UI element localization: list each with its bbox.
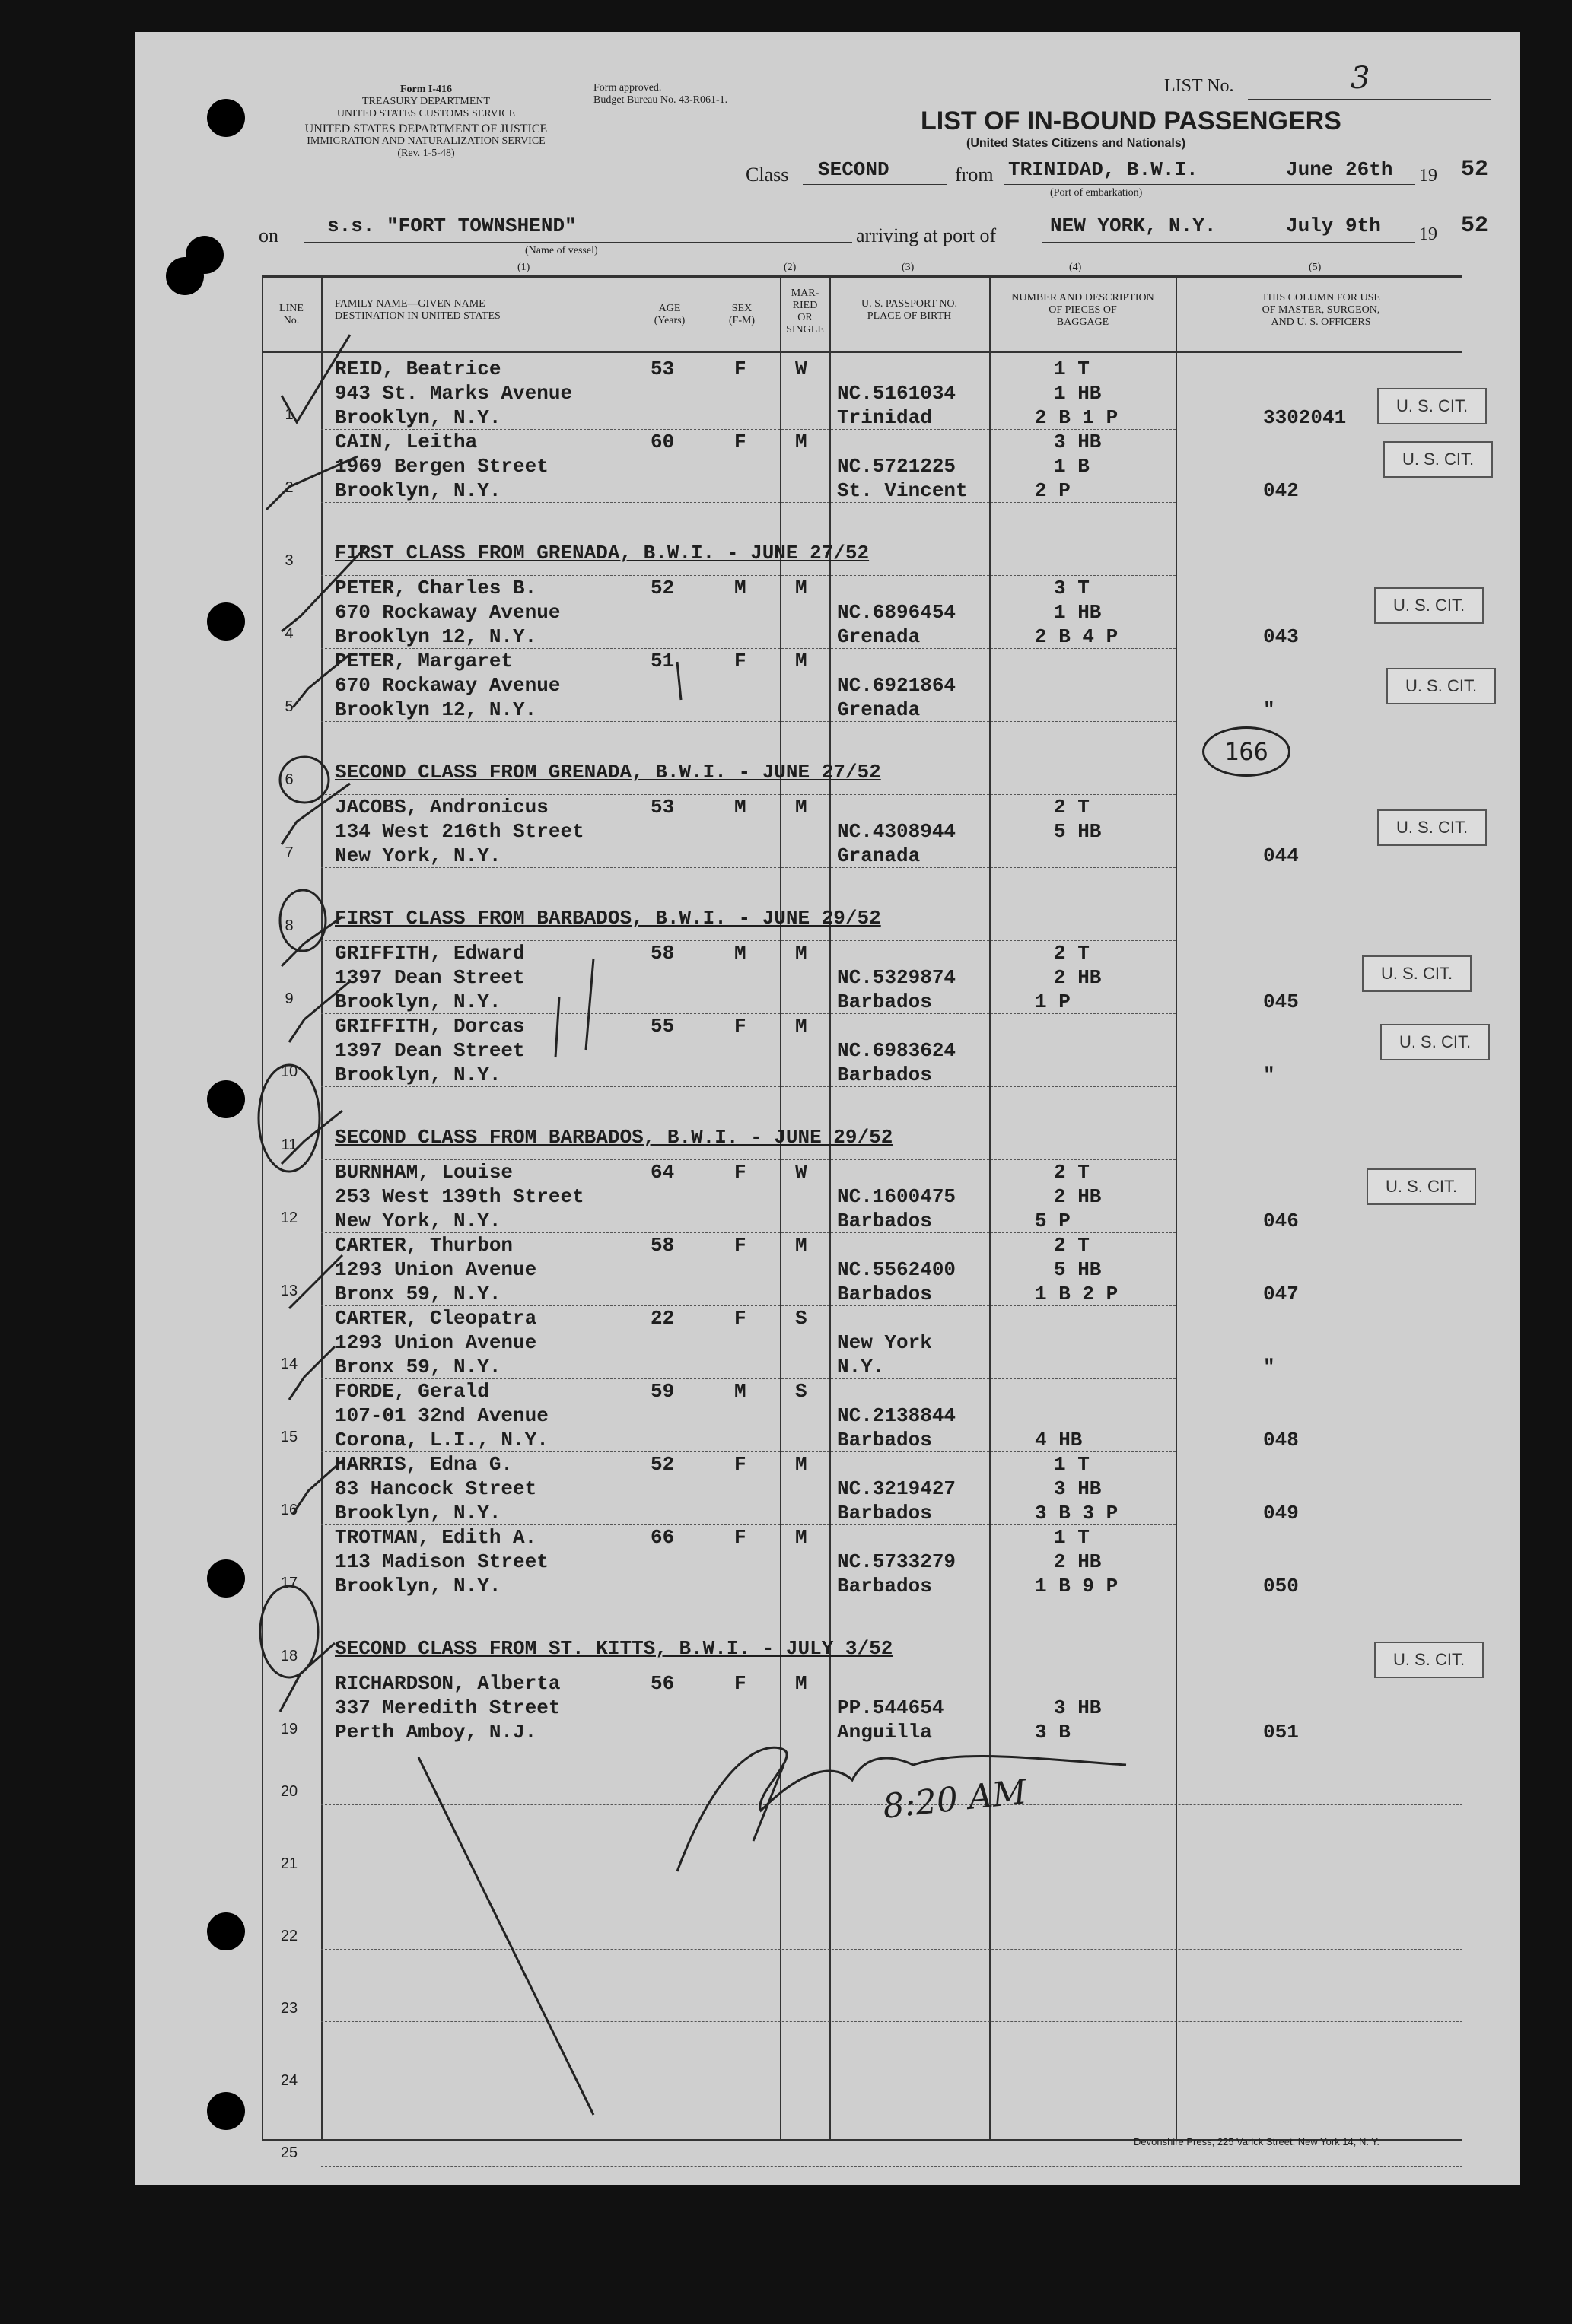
- line-number: 24: [280, 2072, 298, 2089]
- line-number: 3: [285, 552, 294, 569]
- baggage-line-1: 1 T: [1054, 1453, 1090, 1476]
- baggage-line-1: 3 HB: [1054, 431, 1102, 453]
- punch-hole: [207, 99, 245, 137]
- marital-status: M: [795, 1672, 807, 1695]
- address-city: Brooklyn, N.Y.: [335, 479, 501, 502]
- port-embarkation-caption: (Port of embarkation): [1050, 187, 1143, 199]
- baggage-line-2: 2 HB: [1054, 966, 1102, 989]
- header-line-no: LINE No.: [279, 303, 304, 326]
- dept-justice: UNITED STATES DEPARTMENT OF JUSTICE: [304, 122, 548, 135]
- baggage-line-2: 1 HB: [1054, 601, 1102, 624]
- passenger-sex: M: [734, 577, 746, 599]
- class-underline: [803, 184, 947, 185]
- officer-number: 046: [1263, 1210, 1299, 1232]
- line-number: 16: [280, 1502, 298, 1518]
- baggage-line-3: 3 B: [1035, 1721, 1071, 1744]
- passport-number: NC.5161034: [837, 382, 956, 405]
- baggage-line-1: 1 T: [1054, 1526, 1090, 1549]
- class-section-header: SECOND CLASS FROM BARBADOS, B.W.I. - JUNE 29/52: [335, 1126, 893, 1149]
- address-street: 1397 Dean Street: [335, 1039, 525, 1062]
- table-left-border: [262, 275, 263, 2139]
- punch-hole: [207, 1912, 245, 1950]
- address-street: 1293 Union Avenue: [335, 1331, 537, 1354]
- baggage-line-3: 1 B 2 P: [1035, 1283, 1119, 1305]
- us-citizen-stamp: U. S. CIT.: [1377, 388, 1487, 424]
- baggage-line-1: 1 T: [1054, 358, 1090, 380]
- year-2: 52: [1461, 213, 1489, 239]
- circled-number: [1202, 726, 1290, 777]
- passenger-sex: F: [734, 1672, 746, 1695]
- port-embarkation-value: TRINIDAD, B.W.I.: [1008, 158, 1198, 181]
- us-citizen-stamp: U. S. CIT.: [1374, 587, 1484, 624]
- officer-number: ": [1263, 698, 1275, 721]
- baggage-line-2: 3 HB: [1054, 1696, 1102, 1719]
- officer-number: 049: [1263, 1502, 1299, 1524]
- row-separator: [321, 648, 1176, 649]
- header-name-destination: FAMILY NAME—GIVEN NAME DESTINATION IN UNITED STATES: [335, 298, 501, 322]
- circled-number-text: 166: [1224, 737, 1268, 766]
- passenger-age: 52: [651, 577, 675, 599]
- baggage-line-1: 2 T: [1054, 1234, 1090, 1257]
- passport-number: NC.1600475: [837, 1185, 956, 1208]
- row-separator: [321, 1378, 1176, 1379]
- marital-status: M: [795, 942, 807, 965]
- line-number: 15: [280, 1429, 298, 1445]
- line-number: 14: [280, 1356, 298, 1372]
- passport-number: NC.6921864: [837, 674, 956, 697]
- passenger-name: TROTMAN, Edith A.: [335, 1526, 537, 1549]
- year-1: 52: [1461, 157, 1489, 183]
- us-citizen-stamp: U. S. CIT.: [1380, 1024, 1490, 1060]
- passenger-age: 22: [651, 1307, 675, 1330]
- marital-status: S: [795, 1380, 807, 1403]
- baggage-line-2: 5 HB: [1054, 820, 1102, 843]
- dept-customs: UNITED STATES CUSTOMS SERVICE: [336, 108, 516, 119]
- passenger-age: 53: [651, 358, 675, 380]
- address-city: Brooklyn 12, N.Y.: [335, 625, 537, 648]
- class-section-header: SECOND CLASS FROM ST. KITTS, B.W.I. - JULY 3/52: [335, 1637, 893, 1660]
- passport-number: NC.4308944: [837, 820, 956, 843]
- punch-hole: [207, 1080, 245, 1118]
- place-of-birth: Barbados: [837, 1283, 932, 1305]
- place-of-birth: Grenada: [837, 625, 921, 648]
- marital-status: W: [795, 1161, 807, 1184]
- line-number: 25: [280, 2144, 298, 2161]
- row-separator: [321, 502, 1176, 503]
- line-number: 4: [285, 625, 294, 642]
- passenger-sex: F: [734, 431, 746, 453]
- address-city: Bronx 59, N.Y.: [335, 1283, 501, 1305]
- marital-status: M: [795, 1015, 807, 1038]
- passenger-sex: M: [734, 796, 746, 819]
- passenger-name: CARTER, Cleopatra: [335, 1307, 537, 1330]
- line-number: 18: [280, 1648, 298, 1664]
- line-number: 21: [280, 1855, 298, 1872]
- dept-immigration: IMMIGRATION AND NATURALIZATION SERVICE: [307, 135, 546, 147]
- address-city: Bronx 59, N.Y.: [335, 1356, 501, 1378]
- page-title: LIST OF IN-BOUND PASSENGERS: [921, 107, 1341, 135]
- passenger-name: JACOBS, Andronicus: [335, 796, 549, 819]
- line-number: 2: [285, 479, 294, 496]
- form-header-left: [251, 84, 601, 160]
- class-value: SECOND: [818, 158, 889, 181]
- marital-status: W: [795, 358, 807, 380]
- passenger-name: GRIFFITH, Dorcas: [335, 1015, 525, 1038]
- address-city: Brooklyn, N.Y.: [335, 1063, 501, 1086]
- line-number: 5: [285, 698, 294, 715]
- arrival-date: July 9th: [1286, 215, 1381, 237]
- on-label: on: [259, 224, 278, 246]
- baggage-line-2: 2 HB: [1054, 1185, 1102, 1208]
- punch-hole: [186, 236, 224, 274]
- address-city: Brooklyn, N.Y.: [335, 1502, 501, 1524]
- header-passport: U. S. PASSPORT NO. PLACE OF BIRTH: [861, 298, 957, 322]
- address-street: 1397 Dean Street: [335, 966, 525, 989]
- place-of-birth: Barbados: [837, 990, 932, 1013]
- baggage-line-3: 3 B 3 P: [1035, 1502, 1119, 1524]
- passenger-name: REID, Beatrice: [335, 358, 501, 380]
- passport-number: NC.6983624: [837, 1039, 956, 1062]
- address-city: Brooklyn, N.Y.: [335, 990, 501, 1013]
- address-street: 337 Meredith Street: [335, 1696, 561, 1719]
- line-number: 12: [280, 1210, 298, 1226]
- row-separator: [321, 1949, 1462, 1950]
- row-separator: [321, 1232, 1176, 1233]
- line-number: 13: [280, 1283, 298, 1299]
- officer-number: 044: [1263, 844, 1299, 867]
- us-citizen-stamp: U. S. CIT.: [1362, 955, 1472, 992]
- passenger-age: 53: [651, 796, 675, 819]
- baggage-line-3: 1 B 9 P: [1035, 1575, 1119, 1598]
- baggage-line-2: 1 HB: [1054, 382, 1102, 405]
- passenger-sex: F: [734, 1234, 746, 1257]
- class-label: Class: [746, 164, 789, 186]
- baggage-line-3: 1 P: [1035, 990, 1071, 1013]
- passenger-name: BURNHAM, Louise: [335, 1161, 514, 1184]
- baggage-line-3: 2 P: [1035, 479, 1071, 502]
- vessel-underline: [304, 242, 852, 243]
- header-officers: THIS COLUMN FOR USE OF MASTER, SURGEON, AND U. S. OFFICERS: [1262, 292, 1380, 328]
- baggage-line-1: 2 T: [1054, 796, 1090, 819]
- officer-number: ": [1263, 1063, 1275, 1086]
- marital-status: M: [795, 431, 807, 453]
- officer-number: 042: [1263, 479, 1299, 502]
- passenger-age: 58: [651, 1234, 675, 1257]
- passenger-name: RICHARDSON, Alberta: [335, 1672, 561, 1695]
- line-number: 23: [280, 2000, 298, 2017]
- passenger-name: FORDE, Gerald: [335, 1380, 489, 1403]
- baggage-line-2: 2 HB: [1054, 1550, 1102, 1573]
- address-city: New York, N.Y.: [335, 1210, 501, 1232]
- from-underline: [1004, 184, 1415, 185]
- row-separator: [321, 794, 1176, 795]
- passenger-name: HARRIS, Edna G.: [335, 1453, 514, 1476]
- place-of-birth: N.Y.: [837, 1356, 885, 1378]
- from-label: from: [955, 164, 994, 186]
- address-street: 113 Madison Street: [335, 1550, 549, 1573]
- officer-number: 051: [1263, 1721, 1299, 1744]
- col-divider-officers: [1176, 275, 1177, 2139]
- line-number: 10: [280, 1063, 298, 1080]
- table-header-border: [262, 351, 1462, 353]
- place-of-birth: Barbados: [837, 1429, 932, 1451]
- line-number: 22: [280, 1928, 298, 1944]
- address-street: 83 Hancock Street: [335, 1477, 537, 1500]
- baggage-line-1: 3 T: [1054, 577, 1090, 599]
- officer-number: 048: [1263, 1429, 1299, 1451]
- place-of-birth: St. Vincent: [837, 479, 968, 502]
- address-street: 670 Rockaway Avenue: [335, 601, 561, 624]
- us-citizen-stamp: U. S. CIT.: [1383, 441, 1493, 478]
- form-approved-text: Form approved.: [593, 82, 662, 94]
- passenger-sex: F: [734, 1307, 746, 1330]
- baggage-line-1: 2 T: [1054, 1161, 1090, 1184]
- arriving-label: arriving at port of: [856, 224, 997, 246]
- passenger-sex: F: [734, 358, 746, 380]
- row-separator: [321, 1451, 1176, 1452]
- us-citizen-stamp: U. S. CIT.: [1374, 1642, 1484, 1678]
- passport-number: NC.3219427: [837, 1477, 956, 1500]
- place-of-birth: Barbados: [837, 1063, 932, 1086]
- passenger-age: 56: [651, 1672, 675, 1695]
- passport-number: NC.5733279: [837, 1550, 956, 1573]
- class-section-header: FIRST CLASS FROM GRENADA, B.W.I. - JUNE 27/52: [335, 542, 870, 564]
- column-number-3: (3): [902, 262, 915, 273]
- list-number: 3: [1351, 61, 1370, 96]
- passport-number: PP.544654: [837, 1696, 944, 1719]
- punch-hole: [207, 2092, 245, 2130]
- address-street: 943 St. Marks Avenue: [335, 382, 573, 405]
- header-married-single: MAR- RIED OR SINGLE: [786, 288, 824, 335]
- punch-hole: [207, 1559, 245, 1598]
- place-of-birth: Granada: [837, 844, 921, 867]
- passenger-name: CAIN, Leitha: [335, 431, 478, 453]
- passport-number: NC.6896454: [837, 601, 956, 624]
- passenger-age: 66: [651, 1526, 675, 1549]
- place-of-birth: Anguilla: [837, 1721, 932, 1744]
- manifest-page: [135, 32, 1520, 2185]
- passport-number: NC.5329874: [837, 966, 956, 989]
- us-citizen-stamp: U. S. CIT.: [1377, 809, 1487, 846]
- passenger-name: PETER, Margaret: [335, 650, 514, 672]
- vessel-name: s.s. "FORT TOWNSHEND": [327, 215, 577, 237]
- address-street: 253 West 139th Street: [335, 1185, 584, 1208]
- line-number: 20: [280, 1783, 298, 1800]
- passport-number: NC.2138844: [837, 1404, 956, 1427]
- embarkation-date: June 26th: [1286, 158, 1393, 181]
- officer-number: ": [1263, 1356, 1275, 1378]
- baggage-line-2: 1 B: [1054, 455, 1090, 478]
- officer-number: 047: [1263, 1283, 1299, 1305]
- passenger-sex: F: [734, 1161, 746, 1184]
- marital-status: S: [795, 1307, 807, 1330]
- passenger-name: PETER, Charles B.: [335, 577, 537, 599]
- address-city: Perth Amboy, N.J.: [335, 1721, 537, 1744]
- passenger-sex: F: [734, 650, 746, 672]
- line-number: 11: [281, 1137, 298, 1153]
- line-number: 6: [285, 771, 294, 788]
- passenger-age: 58: [651, 942, 675, 965]
- passenger-age: 52: [651, 1453, 675, 1476]
- address-street: 107-01 32nd Avenue: [335, 1404, 549, 1427]
- col-divider-line: [321, 275, 323, 2139]
- row-separator: [321, 2166, 1462, 2167]
- header-sex: SEX (F-M): [728, 303, 756, 326]
- baggage-line-3: 5 P: [1035, 1210, 1071, 1232]
- punch-hole: [207, 602, 245, 641]
- line-number: 1: [285, 406, 294, 423]
- line-number: 19: [280, 1721, 298, 1737]
- baggage-line-3: 2 B 4 P: [1035, 625, 1119, 648]
- budget-bureau-text: Budget Bureau No. 43-R061-1.: [593, 94, 728, 106]
- address-city: New York, N.Y.: [335, 844, 501, 867]
- row-separator: [321, 2021, 1462, 2022]
- passenger-name: GRIFFITH, Edward: [335, 942, 525, 965]
- passenger-sex: F: [734, 1526, 746, 1549]
- handwritten-time: 8:20 AM: [880, 1772, 1029, 1826]
- marital-status: M: [795, 796, 807, 819]
- us-citizen-stamp: U. S. CIT.: [1386, 668, 1496, 704]
- header-age: AGE (Years): [654, 303, 686, 326]
- passenger-name: CARTER, Thurbon: [335, 1234, 514, 1257]
- arrival-underline: [1042, 242, 1415, 243]
- row-separator: [321, 940, 1176, 941]
- address-city: Brooklyn 12, N.Y.: [335, 698, 537, 721]
- passport-number: NC.5721225: [837, 455, 956, 478]
- passport-number: NC.5562400: [837, 1258, 956, 1281]
- line-number: 17: [280, 1575, 298, 1591]
- place-of-birth: Trinidad: [837, 406, 932, 429]
- row-separator: [321, 1159, 1176, 1160]
- col-divider-baggage: [989, 275, 991, 2139]
- passenger-age: 59: [651, 1380, 675, 1403]
- line-number: 8: [285, 917, 294, 934]
- marital-status: M: [795, 577, 807, 599]
- marital-status: M: [795, 1234, 807, 1257]
- form-approval: [593, 82, 727, 107]
- list-number-label: LIST No.: [1164, 76, 1234, 96]
- passenger-age: 55: [651, 1015, 675, 1038]
- form-number: Form I-416: [399, 84, 453, 95]
- column-number-1: (1): [517, 262, 530, 273]
- passenger-age: 51: [651, 650, 675, 672]
- baggage-line-3: 4 HB: [1035, 1429, 1083, 1451]
- passenger-age: 64: [651, 1161, 675, 1184]
- dept-treasury: TREASURY DEPARTMENT: [361, 96, 491, 107]
- column-number-4: (4): [1069, 262, 1082, 273]
- line-number: 7: [285, 844, 294, 861]
- address-city: Brooklyn, N.Y.: [335, 406, 501, 429]
- year-label-1: 19: [1419, 166, 1437, 186]
- address-street: 670 Rockaway Avenue: [335, 674, 561, 697]
- place-of-birth: Barbados: [837, 1210, 932, 1232]
- baggage-line-2: 3 HB: [1054, 1477, 1102, 1500]
- address-city: Brooklyn, N.Y.: [335, 1575, 501, 1598]
- passenger-sex: F: [734, 1015, 746, 1038]
- marital-status: M: [795, 650, 807, 672]
- year-label-2: 19: [1419, 224, 1437, 244]
- row-separator: [321, 1524, 1176, 1525]
- row-separator: [321, 575, 1176, 576]
- passport-number: New York: [837, 1331, 932, 1354]
- row-separator: [321, 721, 1176, 722]
- column-number-2: (2): [784, 262, 797, 273]
- passenger-sex: M: [734, 942, 746, 965]
- marital-status: M: [795, 1453, 807, 1476]
- printer-credit: Devonshire Press, 225 Varick Street, New York 14, N. Y.: [1134, 2136, 1379, 2148]
- officer-number: 050: [1263, 1575, 1299, 1598]
- place-of-birth: Barbados: [837, 1502, 932, 1524]
- row-separator: [321, 429, 1176, 430]
- baggage-line-1: 2 T: [1054, 942, 1090, 965]
- address-street: 1969 Bergen Street: [335, 455, 549, 478]
- class-section-header: FIRST CLASS FROM BARBADOS, B.W.I. - JUNE 29/52: [335, 907, 881, 930]
- officer-number: 3302041: [1263, 406, 1347, 429]
- passenger-sex: F: [734, 1453, 746, 1476]
- column-number-5: (5): [1309, 262, 1322, 273]
- page-subtitle: (United States Citizens and Nationals): [966, 137, 1186, 150]
- class-section-header: SECOND CLASS FROM GRENADA, B.W.I. - JUNE 27/52: [335, 761, 881, 784]
- header-baggage: NUMBER AND DESCRIPTION OF PIECES OF BAGGAGE: [1011, 292, 1154, 328]
- marital-status: M: [795, 1526, 807, 1549]
- row-separator: [321, 867, 1176, 868]
- us-citizen-stamp: U. S. CIT.: [1367, 1168, 1476, 1205]
- passenger-age: 60: [651, 431, 675, 453]
- passenger-sex: M: [734, 1380, 746, 1403]
- table-top-border: [262, 275, 1462, 278]
- place-of-birth: Barbados: [837, 1575, 932, 1598]
- row-separator: [321, 1013, 1176, 1014]
- address-street: 1293 Union Avenue: [335, 1258, 537, 1281]
- row-separator: [321, 1305, 1176, 1306]
- place-of-birth: Grenada: [837, 698, 921, 721]
- list-number-underline: [1248, 99, 1491, 100]
- address-street: 134 West 216th Street: [335, 820, 584, 843]
- baggage-line-2: 5 HB: [1054, 1258, 1102, 1281]
- officer-number: 045: [1263, 990, 1299, 1013]
- row-separator: [321, 1086, 1176, 1087]
- address-city: Corona, L.I., N.Y.: [335, 1429, 549, 1451]
- port-arrival-value: NEW YORK, N.Y.: [1050, 215, 1217, 237]
- baggage-line-3: 2 B 1 P: [1035, 406, 1119, 429]
- officer-number: 043: [1263, 625, 1299, 648]
- form-revision: (Rev. 1-5-48): [397, 148, 455, 159]
- line-number: 9: [285, 990, 294, 1007]
- vessel-caption: (Name of vessel): [525, 245, 598, 256]
